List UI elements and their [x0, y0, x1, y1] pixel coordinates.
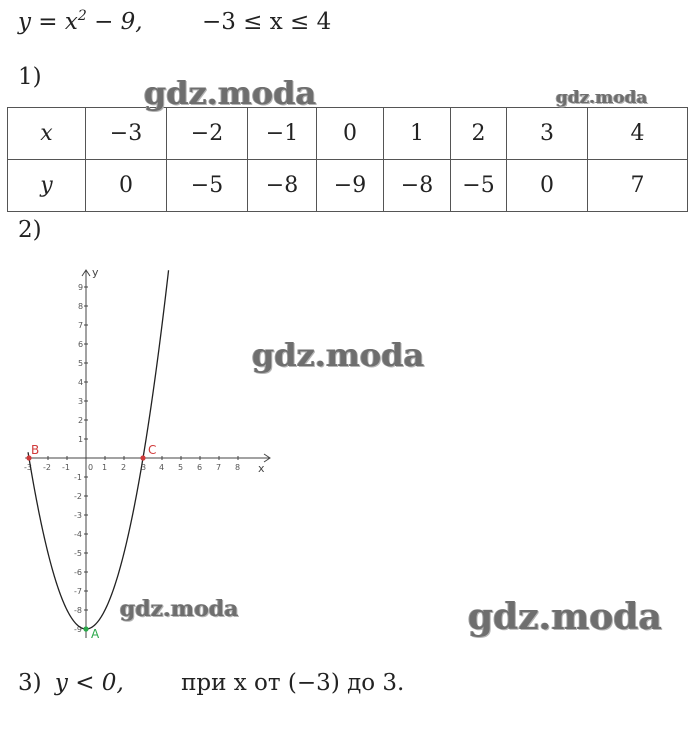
point-c: [140, 455, 145, 460]
y-tick-label: 5: [78, 359, 84, 368]
x-tick-label: 3: [141, 463, 147, 472]
table-cell: 3: [507, 108, 588, 160]
answer-text: при x от (−3) до 3.: [181, 670, 405, 696]
table-cell: x: [8, 108, 86, 160]
y-tick-label: -9: [74, 625, 82, 634]
x-tick-label: 7: [216, 463, 222, 472]
equation: $y = x^2 - 9$,: [18, 8, 143, 35]
x-tick-label: 5: [178, 463, 184, 472]
y-tick-label: -3: [74, 511, 82, 520]
x-tick-label: 6: [197, 463, 203, 472]
table-cell: 7: [588, 160, 688, 212]
table-cell: −8: [248, 160, 317, 212]
watermark-logo: gdz.moda: [468, 596, 662, 638]
y-tick-label: 2: [78, 416, 84, 425]
point-a: [83, 626, 88, 631]
y-tick-label: -7: [74, 587, 82, 596]
y-tick-label: -6: [74, 568, 82, 577]
x-tick-label: -1: [62, 463, 70, 472]
x-tick-label: 8: [235, 463, 241, 472]
table-cell: 0: [507, 160, 588, 212]
table-cell: 0: [317, 108, 384, 160]
section-2-label: 2): [18, 217, 42, 243]
x-tick-label: 0: [88, 463, 94, 472]
y-tick-label: -5: [74, 549, 82, 558]
watermark-logo: gdz.moda: [556, 88, 648, 108]
table-cell: −3: [86, 108, 167, 160]
point-label-b: B: [31, 443, 40, 457]
y-tick-label: 7: [78, 321, 84, 330]
y-tick-label: 4: [78, 378, 84, 387]
table-cell: −9: [317, 160, 384, 212]
y-tick-label: -2: [74, 492, 82, 501]
section-1-label: 1): [18, 64, 42, 90]
table-cell: −8: [384, 160, 451, 212]
parabola-graph: [18, 262, 280, 644]
equation-line: [18, 8, 331, 35]
y-tick-label: 8: [78, 302, 84, 311]
answer-inequality: y < 0,: [54, 670, 124, 696]
table-cell: 4: [588, 108, 688, 160]
table-cell: −5: [167, 160, 248, 212]
table-cell: y: [8, 160, 86, 212]
y-tick-label: 9: [78, 283, 84, 292]
table-cell: −2: [167, 108, 248, 160]
table-cell: 1: [384, 108, 451, 160]
table-row-x: [8, 108, 688, 160]
watermark-logo: gdz.moda: [252, 336, 425, 374]
x-tick-label: 2: [121, 463, 127, 472]
y-tick-label: 3: [78, 397, 84, 406]
y-tick-label: -1: [74, 473, 82, 482]
watermark-logo: gdz.moda: [120, 596, 239, 622]
table-cell: −5: [451, 160, 507, 212]
watermark-logo: gdz.moda: [144, 74, 317, 112]
x-tick-label: 1: [102, 463, 108, 472]
table-cell: 2: [451, 108, 507, 160]
x-tick-label: -3: [24, 463, 32, 472]
y-tick-label: 1: [78, 435, 84, 444]
answer-line: [18, 670, 404, 696]
point-label-c: C: [148, 443, 157, 457]
y-tick-label: -8: [74, 606, 82, 615]
x-axis-label: x: [258, 462, 265, 475]
y-tick-label: 6: [78, 340, 84, 349]
y-tick-label: -4: [74, 530, 82, 539]
x-tick-label: 4: [159, 463, 165, 472]
point-label-a: A: [91, 627, 100, 641]
table-cell: −1: [248, 108, 317, 160]
table-cell: 0: [86, 160, 167, 212]
domain: −3 ≤ x ≤ 4: [201, 9, 332, 35]
values-table: [7, 107, 688, 212]
y-axis-label: y: [92, 266, 99, 279]
table-row-y: [8, 160, 688, 212]
x-tick-label: -2: [43, 463, 51, 472]
answer-number: 3): [18, 670, 42, 696]
